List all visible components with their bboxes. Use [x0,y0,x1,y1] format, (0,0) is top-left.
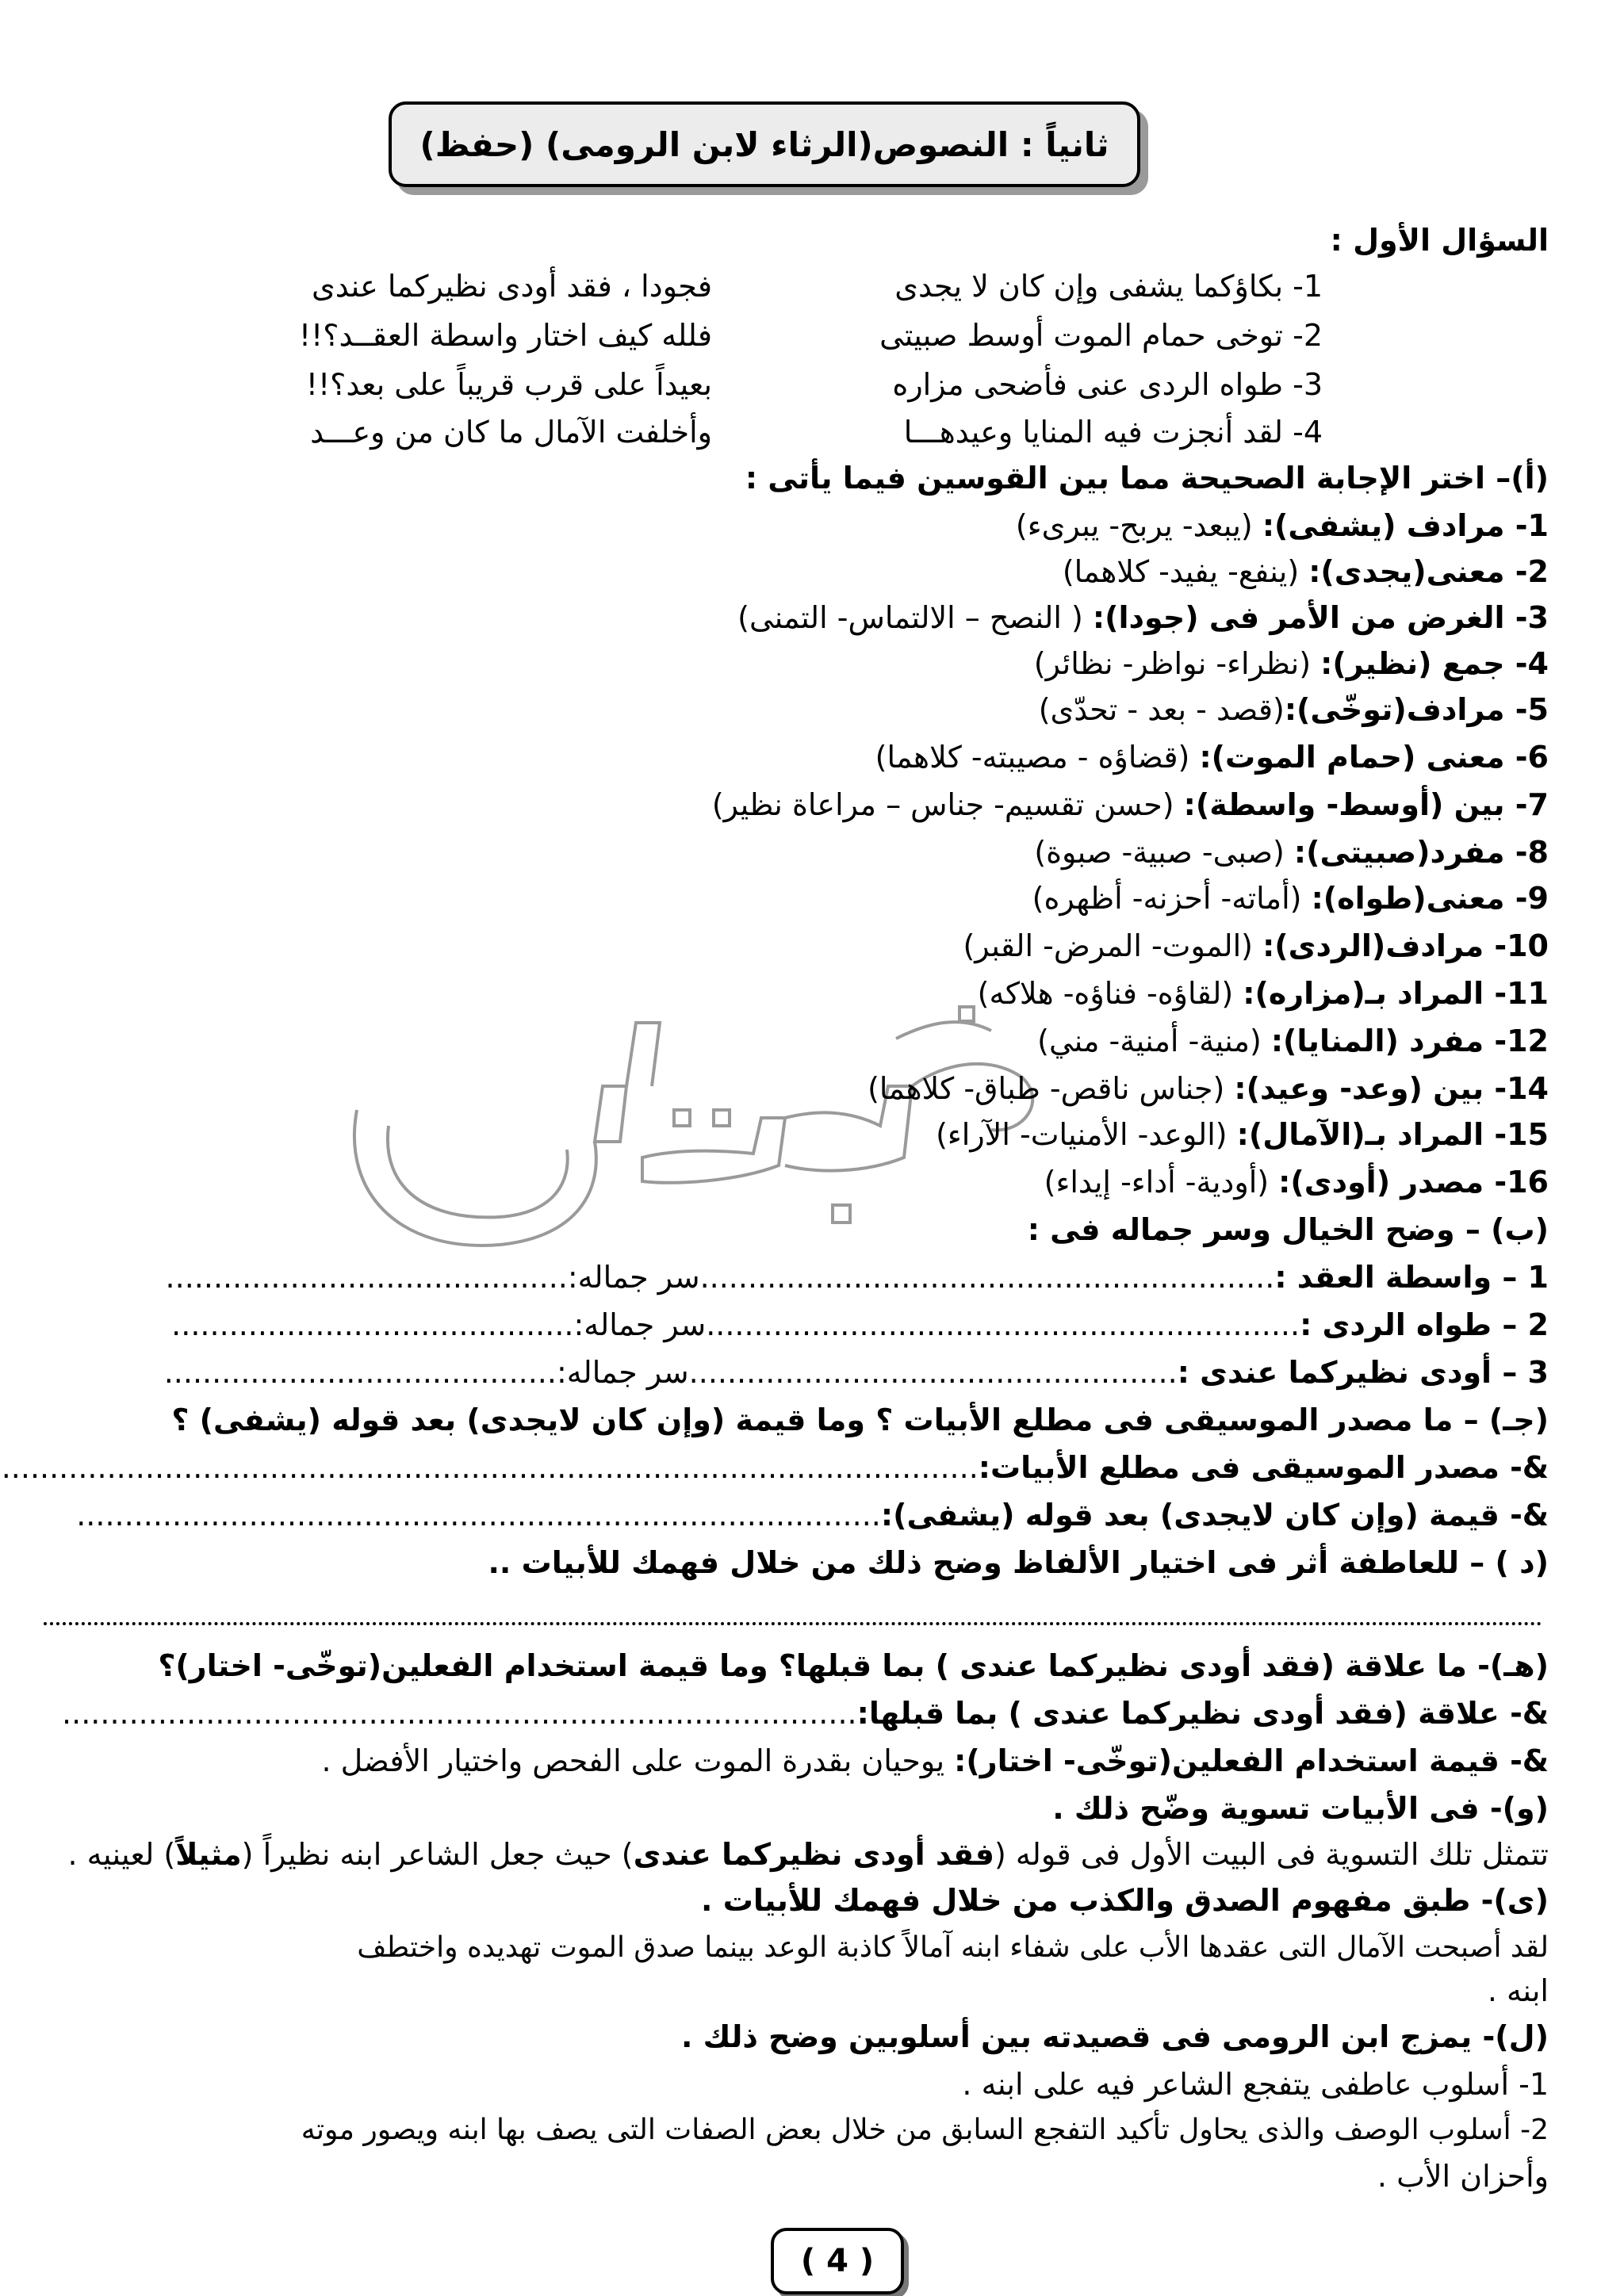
imagery-item: 1 – واسطة العقد :............................................................سر جماله:.......................................... [165,1260,1549,1295]
part-c-answer-2: &- قيمة (وإن كان لايجدى) بعد قوله (يشفى):.................................................................................... [76,1498,1549,1533]
poem-verse-3-second-half: بعيداً على قرب قريباً على بعد؟!! [305,367,712,402]
part-l-answer-2: 2- أسلوب الوصف والذى يحاول تأكيد التفجع السابق من خلال بعض الصفات التى يصف بها ابنه ويصور موته [301,2114,1549,2146]
part-a-heading: (أ)– اختر الإجابة الصحيحة مما بين القوسين فيما يأتى : [745,461,1549,496]
poem-verse-1-second-half: فجودا ، فقد أودى نظيركما عندى [311,269,712,304]
part-y-answer-line-1: لقد أصبحت الآمال التى عقدها الأب على شفاء ابنه آمالاً كاذبة الوعد بينما صدق الموت تهديده واختطف [357,1931,1549,1964]
choice-item: 5- مرادف(توخّى):(قصد - بعد - تحدّى) [1038,692,1549,727]
poem-verse-2-first-half: 2- توخى حمام الموت أوسط صبيتى [879,318,1323,353]
choice-item: 15- المراد بـ(الآمال): (الوعد- الأمنيات- الآراء) [936,1117,1549,1152]
part-h-heading: (هـ)- ما علاقة (فقد أودى نظيركما عندى ) بما قبلها؟ وما قيمة استخدام الفعلين(توخّى- اختار)؟ [158,1648,1549,1683]
question-1-heading: السؤال الأول : [1330,223,1549,258]
poem-verse-4-first-half: 4- لقد أنجزت فيه المنايا وعيدهـــا [903,415,1323,450]
page-number: ( 4 ) [800,2243,875,2279]
part-b-heading: (ب) – وضح الخيال وسر جماله فى : [1027,1212,1549,1247]
part-y-heading: (ى)- طبق مفهوم الصدق والكذب من خلال فهمك للأبيات . [701,1883,1549,1918]
part-l-heading: (ل)- يمزج ابن الرومى فى قصيدته بين أسلوبين وضح ذلك . [681,2019,1549,2054]
choice-item: 10- مرادف(الردى): (الموت- المرض- القبر) [963,928,1549,963]
part-w-heading: (و)- فى الأبيات تسوية وضّح ذلك . [1052,1791,1549,1826]
part-c-heading: (جـ) – ما مصدر الموسيقى فى مطلع الأبيات ؟ وما قيمة (وإن كان لايجدى) بعد قوله (يشفى) ؟ [171,1402,1549,1437]
part-l-answer-1: 1- أسلوب عاطفى يتفجع الشاعر فيه على ابنه . [962,2067,1549,2102]
page-number-box [771,2228,904,2294]
answer-dotted-line [44,1622,1542,1625]
part-l-answer-3: وأحزان الأب . [1377,2159,1549,2194]
part-c-answer-1: &- مصدر الموسيقى فى مطلع الأبيات:...................................................................................................... [1,1450,1549,1485]
choice-item: 2- معنى(يجدى): (ينفع- يفيد- كلاهما) [1062,554,1549,589]
choice-item: 12- مفرد (المنايا): (منية- أمنية- مني) [1037,1024,1549,1058]
page-title: ثانياً : النصوص(الرثاء لابن الرومى) (حفظ) [419,124,1109,164]
part-h-answer-1: &- علاقة (فقد أودى نظيركما عندى ) بما قبلها:................................................................................... [62,1696,1549,1731]
part-y-answer-line-2: ابنه . [1487,1973,1549,2008]
imagery-item: 3 – أودى نظيركما عندى :...................................................سر جماله:......................................... [163,1355,1549,1390]
imagery-item: 2 – طواه الردى :..............................................................سر جماله:.......................................... [171,1307,1549,1342]
choice-item: 8- مفرد(صبيتى): (صبى- صبية- صبوة) [1034,835,1549,870]
choice-item: 9- معنى(طواه): (أماته- أحزنه- أظهره) [1032,881,1549,916]
choice-item: 14- بين (وعد- وعيد): (جناس ناقص- طباق- كلاهما) [868,1071,1549,1106]
part-d-heading: (د ) – للعاطفة أثر فى اختيار الألفاظ وضح ذلك من خلال فهمك للأبيات .. [488,1545,1549,1580]
choice-item: 11- المراد بـ(مزاره): (لقاؤه- فناؤه- هلاكه) [977,976,1549,1011]
poem-verse-1-first-half: 1- بكاؤكما يشفى وإن كان لا يجدى [894,269,1323,304]
choice-item: 7- بين (أوسط- واسطة): (حسن تقسيم- جناس – مراعاة نظير) [711,787,1549,822]
poem-verse-2-second-half: فلله كيف اختار واسطة العقــد؟!! [298,318,712,353]
poem-verse-3-first-half: 3- طواه الردى عنى فأضحى مزاره [892,367,1323,402]
title-box [389,101,1140,187]
part-w-answer: تتمثل تلك التسوية فى البيت الأول فى قوله (فقد أودى نظيركما عندى) حيث جعل الشاعر ابنه نظيراً (مثيلاً) لعينيه . [67,1837,1549,1872]
choice-item: 1- مرادف (يشفى): (يبعد- يربح- يبرىء) [1015,508,1549,543]
choice-item: 6- معنى (حمام الموت): (قضاؤه - مصيبته- كلاهما) [875,740,1549,775]
choice-item: 16- مصدر (أودى): (أودية- أداء- إيداء) [1044,1165,1549,1200]
poem-verse-4-second-half: وأخلفت الآمال ما كان من وعـــد [310,415,712,450]
choice-item: 3- الغرض من الأمر فى (جودا): ( النصح – الالتماس- التمنى) [737,600,1549,635]
choice-item: 4- جمع (نظير): (نظراء- نواظر- نظائر) [1033,646,1549,681]
part-h-answer-2: &- قيمة استخدام الفعلين(توخّى- اختار): يوحيان بقدرة الموت على الفحص واختيار الأفضل . [321,1743,1549,1778]
